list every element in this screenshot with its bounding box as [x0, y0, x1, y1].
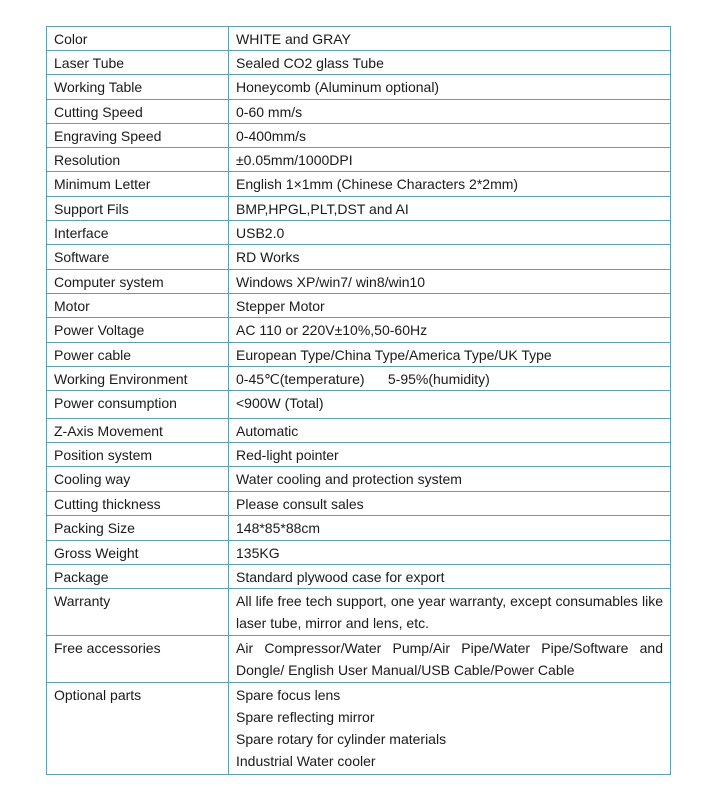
spec-value: BMP,HPGL,PLT,DST and AI: [229, 197, 671, 221]
spec-value: <900W (Total): [229, 391, 671, 419]
optional-part-item: Spare reflecting mirror: [236, 709, 375, 725]
spec-row: [47, 100, 671, 124]
spec-value: European Type/China Type/America Type/UK Type: [229, 343, 671, 367]
spec-label: Computer system: [47, 270, 229, 294]
spec-value: AC 110 or 220V±10%,50-60Hz: [229, 318, 671, 343]
spec-row: [47, 565, 671, 589]
spec-row: [47, 419, 671, 443]
spec-value: 0-45℃(temperature) 5-95%(humidity): [229, 367, 671, 391]
spec-label: Package: [47, 565, 229, 589]
spec-label: Interface: [47, 221, 229, 245]
spec-label: Cutting Speed: [47, 100, 229, 124]
spec-row: [47, 294, 671, 318]
spec-label: Cutting thickness: [47, 492, 229, 516]
spec-label: Free accessories: [47, 636, 229, 683]
spec-value: 135KG: [229, 541, 671, 565]
spec-value: Please consult sales: [229, 492, 671, 516]
spec-value: 0-400mm/s: [229, 124, 671, 148]
spec-row: [47, 636, 671, 683]
spec-row: [47, 318, 671, 343]
spec-value: 148*85*88cm: [229, 516, 671, 541]
spec-value: 0-60 mm/s: [229, 100, 671, 124]
spec-value: Stepper Motor: [229, 294, 671, 318]
spec-value: Windows XP/win7/ win8/win10: [229, 270, 671, 294]
spec-row: [47, 148, 671, 172]
spec-label: Z-Axis Movement: [47, 419, 229, 443]
spec-label: Warranty: [47, 589, 229, 636]
spec-value: WHITE and GRAY: [229, 27, 671, 51]
optional-parts-list: [229, 683, 671, 775]
spec-row: [47, 443, 671, 467]
spec-table-body: [47, 27, 671, 775]
spec-label: Software: [47, 245, 229, 270]
spec-row: [47, 75, 671, 100]
spec-row: [47, 197, 671, 221]
optional-part-item: Spare focus lens: [236, 687, 341, 703]
spec-value: Water cooling and protection system: [229, 467, 671, 492]
spec-label: Position system: [47, 443, 229, 467]
spec-row: [47, 270, 671, 294]
spec-row: [47, 245, 671, 270]
optional-part-item: Industrial Water cooler: [236, 753, 376, 769]
spec-label: Laser Tube: [47, 51, 229, 75]
spec-value: RD Works: [229, 245, 671, 270]
spec-row: [47, 467, 671, 492]
spec-label: Motor: [47, 294, 229, 318]
spec-row: [47, 367, 671, 391]
spec-value: Air Compressor/Water Pump/Air Pipe/Water Pipe/Software and Dongle/ English User Manual/USB Cable/Power Cable: [229, 636, 671, 683]
spec-row: [47, 172, 671, 197]
spec-label: Minimum Letter: [47, 172, 229, 197]
spec-row: [47, 541, 671, 565]
spec-table: [46, 26, 671, 775]
spec-value: Red-light pointer: [229, 443, 671, 467]
spec-row: [47, 51, 671, 75]
spec-label: Optional parts: [47, 683, 229, 775]
spec-label: Gross Weight: [47, 541, 229, 565]
spec-label: Working Environment: [47, 367, 229, 391]
spec-row: [47, 124, 671, 148]
spec-row: [47, 391, 671, 419]
spec-value: Sealed CO2 glass Tube: [229, 51, 671, 75]
optional-part-item: Spare rotary for cylinder materials: [236, 731, 447, 747]
spec-label: Engraving Speed: [47, 124, 229, 148]
spec-value: All life free tech support, one year warranty, except consumables like laser tube, mirror and lens, etc.: [229, 589, 671, 636]
spec-label: Power consumption: [47, 391, 229, 419]
spec-value: USB2.0: [229, 221, 671, 245]
spec-value: English 1×1mm (Chinese Characters 2*2mm): [229, 172, 671, 197]
spec-row: [47, 27, 671, 51]
spec-value: ±0.05mm/1000DPI: [229, 148, 671, 172]
spec-label: Support Fils: [47, 197, 229, 221]
spec-row: [47, 221, 671, 245]
spec-value: Automatic: [229, 419, 671, 443]
spec-label: Power Voltage: [47, 318, 229, 343]
spec-label: Power cable: [47, 343, 229, 367]
spec-row: [47, 589, 671, 636]
spec-label: Color: [47, 27, 229, 51]
spec-row: [47, 343, 671, 367]
spec-value: Standard plywood case for export: [229, 565, 671, 589]
spec-label: Cooling way: [47, 467, 229, 492]
spec-label: Packing Size: [47, 516, 229, 541]
spec-value: Honeycomb (Aluminum optional): [229, 75, 671, 100]
spec-row-optional-parts: [47, 683, 671, 775]
spec-row: [47, 516, 671, 541]
spec-label: Working Table: [47, 75, 229, 100]
spec-label: Resolution: [47, 148, 229, 172]
spec-row: [47, 492, 671, 516]
